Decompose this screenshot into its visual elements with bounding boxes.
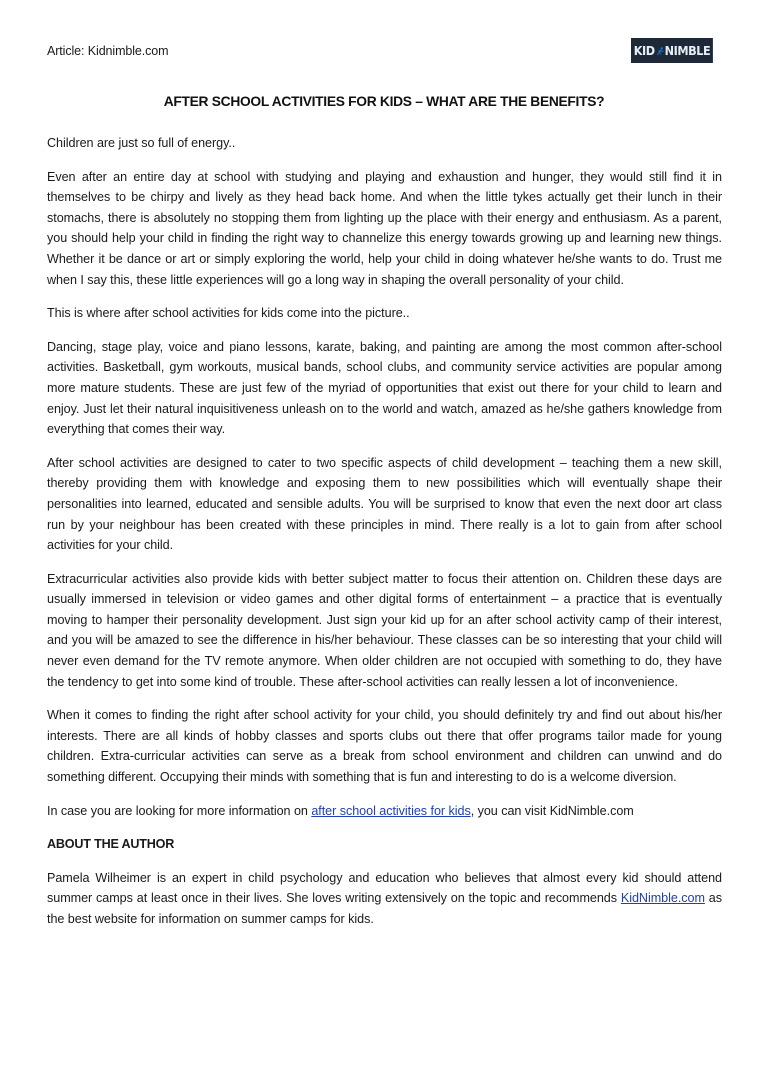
article-body [47, 133, 722, 943]
logo-text-kid: KID [633, 43, 655, 58]
author-bio-text-after: as the best website for information on summer camps for kids. [47, 891, 722, 926]
about-author-heading: ABOUT THE AUTHOR [47, 837, 175, 852]
paragraph-finding-activity: When it comes to finding the right after school activity for your child, you should definitely try and find out about his/her interests. There are all kinds of hobby classes and sports clubs out there that offer programs tailor made for young children. Extra-curricular activities can serve as a break from school environment and children can unwind and do something different. Occupying their minds with something that is fun and interesting to do is a welcome diversion. [47, 708, 722, 785]
paragraph-transition: This is where after school activities for kids come into the picture.. [47, 306, 410, 321]
kidnimble-logo [631, 38, 713, 63]
paragraph-development: After school activities are designed to cater to two specific aspects of child development – teaching them a new skill, thereby providing them with knowledge and exposing them to new possibilities which will eventually shape their personalities into learned, educated and sensible adults. You will be surprised to know that even the next door art class run by your neighbour has been created with these principles in mind. There really is a lot to gain from after school activities for your child. [47, 455, 722, 553]
article-title: AFTER SCHOOL ACTIVITIES FOR KIDS – WHAT ARE THE BENEFITS? [163, 94, 605, 109]
kidnimble-link[interactable]: KidNimble.com [620, 891, 705, 906]
after-school-activities-link[interactable]: after school activities for kids [311, 803, 471, 818]
more-info-text-after: , you can visit KidNimble.com [470, 803, 634, 818]
paragraph-author-bio [47, 868, 722, 930]
paragraph-energy: Even after an entire day at school with studying and playing and exhaustion and hunger, they would still find it in themselves to be chirpy and lively as they head back home. And when the little tykes actually get their lunch in their stomachs, there is absolutely no stopping them from lighting up the place with their energy and enthusiasm. As a parent, you should help your child in finding the right way to channelize this energy towards growing up and learning new things. Whether it be dance or art or simply exploring the world, help your child in doing whatever he/she wants to do. Trust me when I say this, these little experiences will go a long way in shaping the overall personality of your child. [47, 169, 722, 287]
running-child-icon [655, 42, 664, 60]
paragraph-activities-list: Dancing, stage play, voice and piano lessons, karate, baking, and painting are among the most common after-school activities. Basketball, gym workouts, musical bands, school clubs, and community service activities are popular among more mature students. These are just few of the myriad of opportunities that exist out there for your child to learn and enjoy. Just let their natural inquisitiveness unleash on to the world and watch, amazed as he/she gathers knowledge from everything that comes their way. [47, 339, 722, 437]
paragraph-more-info [47, 801, 722, 822]
paragraph-intro: Children are just so full of energy.. [47, 136, 236, 150]
article-source-label: Article: Kidnimble.com [47, 44, 169, 58]
paragraph-extracurricular: Extracurricular activities also provide kids with better subject matter to focus their attention on. Children these days are usually immersed in television or video games and other digital forms of entertainment – a practice that is eventually moving to hamper their personality development. Just sign your kid up for an after school activity camp of their interest, and you will be amazed to see the difference in his/her behaviour. These classes can be so interesting that your child will never even demand for the TV remote anymore. When older children are not occupied with something to do, they have the tendency to get into some kind of trouble. These after-school activities can really lessen a lot of inconvenience. [47, 571, 722, 689]
logo-text-nimble: NIMBLE [664, 43, 711, 58]
author-bio-text: Pamela Wilheimer is an expert in child psychology and education who believes that almost every kid should attend summer camps at least once in their lives. She loves writing extensively on the topic and recommends [47, 870, 722, 906]
more-info-text-before: In case you are looking for more information on [47, 803, 312, 818]
